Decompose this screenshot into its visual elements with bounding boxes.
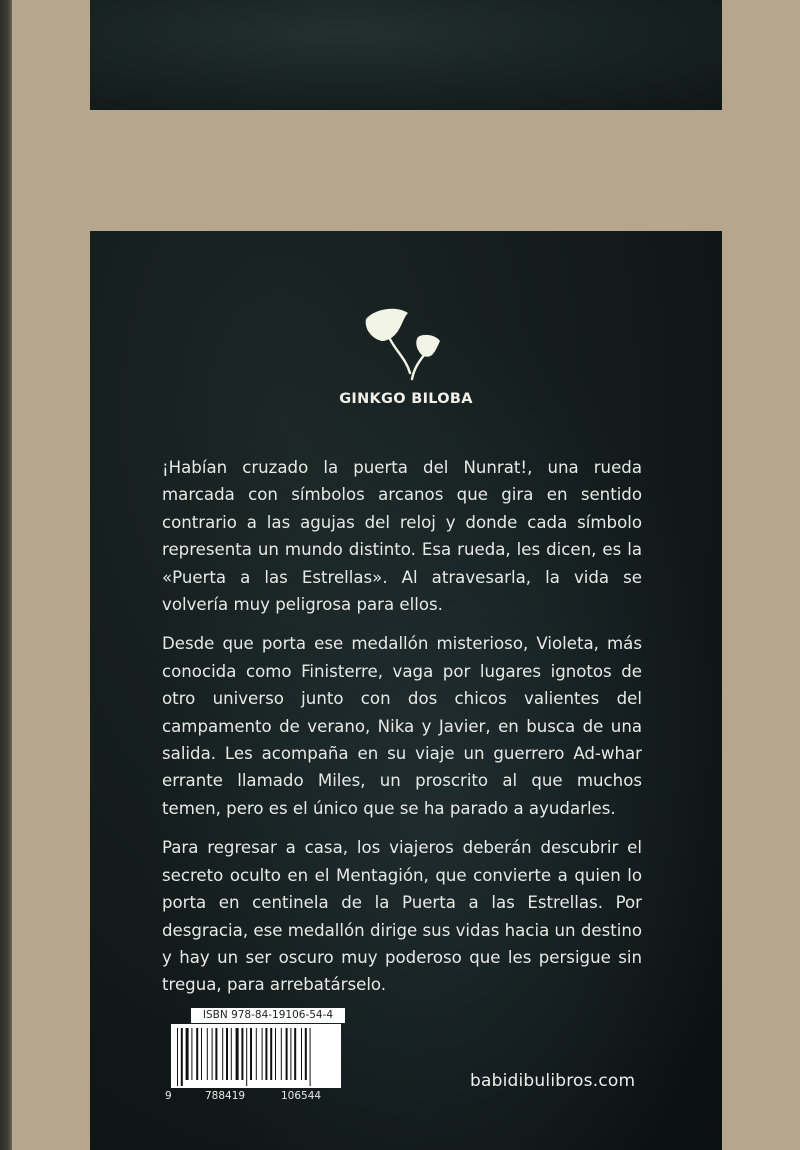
back-cover (90, 231, 722, 1150)
barcode-bar (286, 1028, 288, 1080)
barcode (171, 1024, 341, 1088)
synopsis-paragraph-1: ¡Habían cruzado la puerta del Nunrat!, una rueda marcada con símbolos arcanos que gira en sentido contrario a las agujas del reloj y donde cada símbolo representa un mundo distinto. Esa rueda, les dicen, es la «Puerta a las Estrellas». Al atravesarla, la vida se volvería muy peligrosa para ellos. (162, 458, 642, 615)
publisher-name: GINKGO BILOBA (339, 391, 473, 407)
barcode-bar (196, 1028, 198, 1080)
barcode-bar (241, 1028, 243, 1080)
barcode-digits (165, 1090, 345, 1104)
barcode-bar (226, 1028, 228, 1080)
barcode-bar (215, 1028, 217, 1080)
barcode-bar (275, 1028, 276, 1080)
barcode-bar (301, 1028, 302, 1080)
barcode-digit-group-2: 106544 (281, 1090, 322, 1102)
adjacent-spine-edge (0, 0, 12, 1150)
synopsis (162, 454, 642, 1011)
barcode-bars (171, 1024, 341, 1088)
barcode-bar (212, 1028, 213, 1080)
barcode-bar (231, 1028, 232, 1080)
publisher-website[interactable]: babidibulibros.com (470, 1071, 636, 1091)
barcode-bar (207, 1028, 208, 1080)
barcode-bar (256, 1028, 257, 1080)
barcode-bar (270, 1028, 272, 1080)
barcode-bar (250, 1028, 252, 1080)
barcode-bar (281, 1028, 282, 1080)
barcode-bar (246, 1028, 247, 1086)
barcode-bar (177, 1028, 178, 1086)
front-cover-preview (90, 0, 722, 110)
barcode-bar (305, 1028, 307, 1080)
barcode-bar (181, 1028, 183, 1086)
barcode-bar (294, 1028, 296, 1080)
barcode-bar (236, 1028, 239, 1080)
barcode-bar (262, 1028, 263, 1080)
isbn-label: ISBN 978-84-19106-54-4 (191, 1008, 345, 1023)
barcode-bar (186, 1028, 189, 1080)
barcode-digit-first: 9 (165, 1090, 172, 1102)
barcode-bar (290, 1028, 291, 1080)
synopsis-paragraph-3: Para regresar a casa, los viajeros deberán descubrir el secreto oculto en el Mentagión, que convierte a quien lo porta en centinela de la Puerta a las Estrellas. Por desgracia, ese medallón dirige sus vidas hacia un destino y hay un ser oscuro muy poderoso que les persigue sin tregua, para arrebatárselo. (162, 838, 643, 995)
barcode-digit-group-1: 788419 (205, 1090, 246, 1102)
barcode-bar (201, 1028, 202, 1080)
synopsis-paragraph-2: Desde que porta ese medallón misterioso, Violeta, más conocida como Finisterre, vaga por lugares ignotos de otro universo junto con dos chicos valientes del campamento de verano, Nika y Javier, en busca de una salida. Les acompaña en su viaje un guerrero Ad-whar errante llamado Miles, un proscrito al que muchos temen, pero es el único que se ha parado a ayudarles. (162, 634, 642, 818)
barcode-bar (265, 1028, 267, 1080)
barcode-bar (222, 1028, 223, 1080)
barcode-bar (191, 1028, 192, 1080)
barcode-bar (310, 1028, 311, 1086)
isbn-barcode-block (165, 1008, 345, 1108)
ginkgo-leaf-icon (360, 307, 450, 387)
